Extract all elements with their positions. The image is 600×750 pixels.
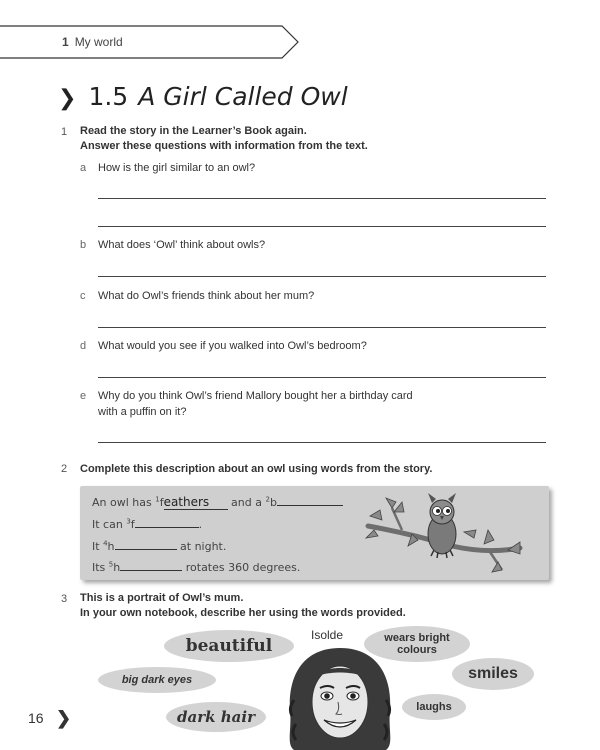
fill-text: at night. xyxy=(176,540,227,553)
blank-number: 3 xyxy=(126,517,131,526)
sub-question-letter: b xyxy=(80,239,87,251)
word-bubble-wears-bright-colours: wears bright colours xyxy=(364,626,470,662)
fill-text: It can xyxy=(92,518,127,531)
answer-blank-1[interactable]: eathers xyxy=(164,495,228,510)
word-bubble-dark-hair: dark hair xyxy=(166,702,266,732)
sub-question-text: What do Owl’s friends think about her mum? xyxy=(98,290,315,302)
blank-letter: h xyxy=(107,540,115,553)
page-title xyxy=(58,82,348,111)
answer-blank-3[interactable] xyxy=(135,517,199,528)
word-bubble-smiles: smiles xyxy=(452,658,534,690)
blank-letter: b xyxy=(269,496,277,509)
portrait-name-label: Isolde xyxy=(311,628,344,642)
sub-question-text: What would you see if you walked into Owl’s bedroom? xyxy=(98,340,367,352)
chapter-tab-shape xyxy=(0,25,300,59)
fill-text: An owl has xyxy=(92,496,156,509)
fill-text: . xyxy=(198,518,203,531)
question-1-instruction xyxy=(80,124,368,154)
question-number: 3 xyxy=(61,593,68,605)
chevron-right-icon: ❯ xyxy=(56,708,72,728)
fill-text: rotates 360 degrees. xyxy=(182,561,301,574)
question-number: 2 xyxy=(61,463,68,475)
sub-question-letter: a xyxy=(80,162,87,174)
fill-row-2 xyxy=(92,517,202,531)
answer-line[interactable] xyxy=(98,377,546,378)
question-3-instruction xyxy=(80,591,406,621)
answer-line[interactable] xyxy=(98,198,546,199)
blank-number: 2 xyxy=(265,495,270,504)
answer-line[interactable] xyxy=(98,327,546,328)
sub-question-line: Why do you think Owl’s friend Mallory bought her a birthday card xyxy=(98,390,413,402)
answer-blank-5[interactable] xyxy=(120,560,182,571)
fill-text: Its xyxy=(92,561,109,574)
instruction-line: In your own notebook, describe her using the words provided. xyxy=(80,607,406,619)
fill-row-3 xyxy=(92,539,226,553)
answer-blank-2[interactable] xyxy=(277,495,343,506)
blank-number: 4 xyxy=(103,539,108,548)
instruction-line: Read the story in the Learner’s Book again. xyxy=(80,125,307,137)
answer-blank-4[interactable] xyxy=(115,539,177,550)
word-bubble-beautiful: beautiful xyxy=(164,630,294,662)
sub-question-line: with a puffin on it? xyxy=(98,406,187,418)
sub-question-letter: d xyxy=(80,340,87,352)
chapter-title: My world xyxy=(74,35,123,49)
answer-line[interactable] xyxy=(98,276,546,277)
question-number: 1 xyxy=(61,126,68,138)
chevron-right-icon: ❯ xyxy=(58,86,77,111)
sub-question-letter: c xyxy=(80,290,86,302)
fill-text: and a xyxy=(227,496,266,509)
chapter-number: 1 xyxy=(62,35,69,49)
instruction-line: Answer these questions with information from the text. xyxy=(80,140,368,152)
section-number: 1.5 xyxy=(88,82,129,111)
sub-question-letter: e xyxy=(80,390,87,402)
blank-letter: h xyxy=(113,561,121,574)
fill-row-1 xyxy=(92,495,343,510)
sub-question-text xyxy=(98,388,413,420)
fill-text: It xyxy=(92,540,104,553)
answer-line[interactable] xyxy=(98,226,546,227)
blank-letter: f xyxy=(130,518,135,531)
blank-number: 5 xyxy=(108,560,114,569)
fill-row-4 xyxy=(92,560,300,574)
page-number: 16 xyxy=(28,710,44,726)
section-title: A Girl Called Owl xyxy=(138,82,348,111)
sub-question-text: What does ‘Owl’ think about owls? xyxy=(98,239,266,251)
question-2-instruction: Complete this description about an owl using words from the story. xyxy=(80,463,433,475)
owl-on-branch-illustration xyxy=(362,490,524,574)
chapter-header xyxy=(62,35,123,49)
answer-line[interactable] xyxy=(98,442,546,443)
word-bubble-big-dark-eyes: big dark eyes xyxy=(98,667,216,693)
blank-number: 1 xyxy=(155,495,160,504)
blank-letter: f xyxy=(159,496,164,509)
word-bubble-laughs: laughs xyxy=(402,694,466,720)
sub-question-text: How is the girl similar to an owl? xyxy=(98,162,256,174)
instruction-line: This is a portrait of Owl’s mum. xyxy=(80,592,244,604)
